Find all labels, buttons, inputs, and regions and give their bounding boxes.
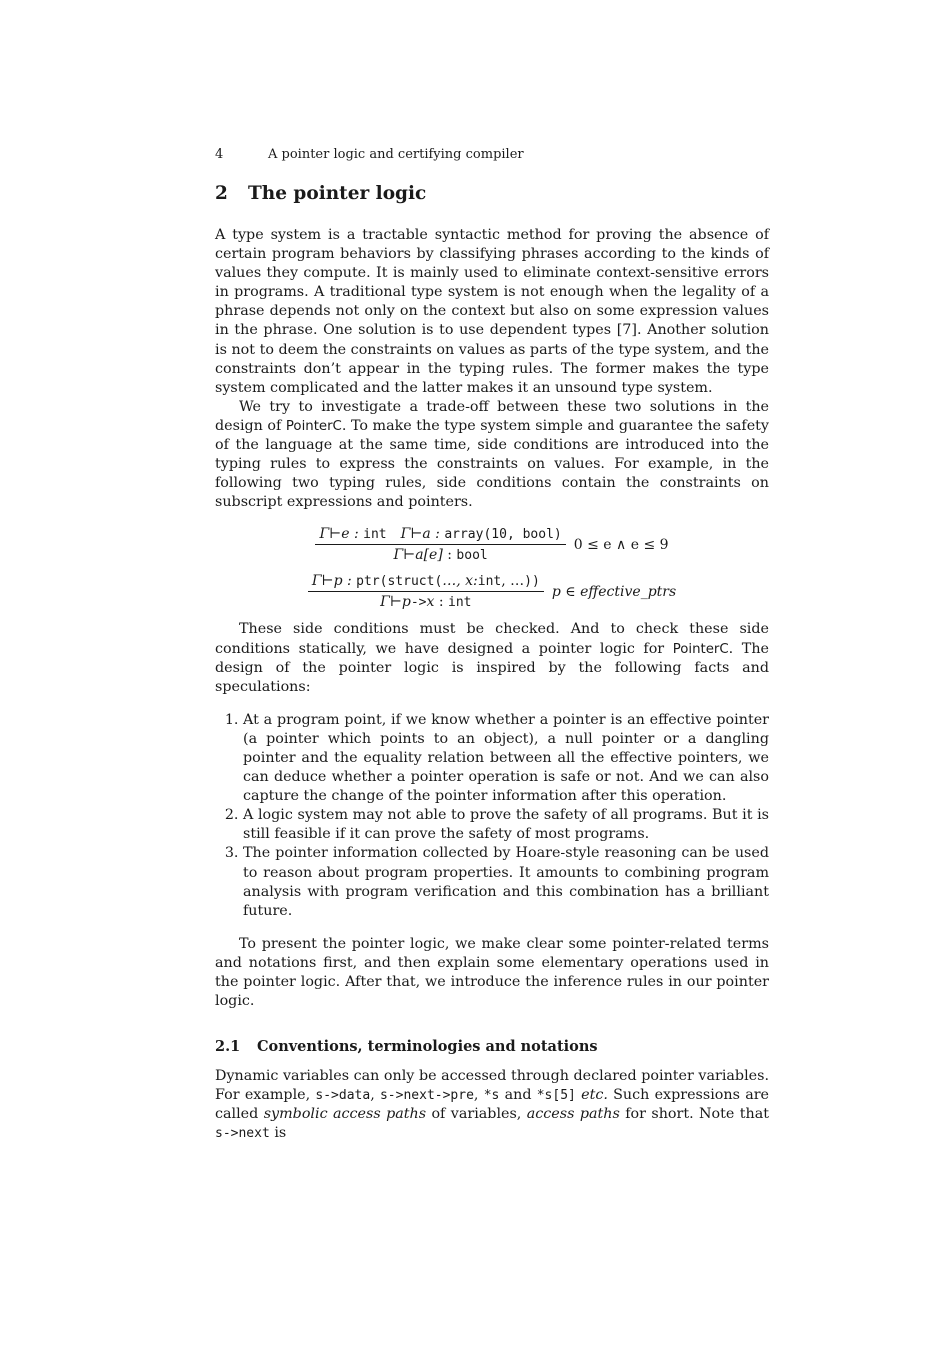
list-item: 2. A logic system may not able to prove the safety of all programs. But it is still feasible if it can prove the safety of most programs. [243, 806, 769, 844]
paragraph-type-system: A type system is a tractable syntactic method for proving the absence of certain program behaviors by classifying phrases according to the kinds of values they compute. It is mainly used to eliminate context-sensitive errors in programs. A traditional type system is not enough when the legality of a phrase depends not only on the context but also on some expression values in the phrase. One solution is to use dependent types [7]. Another solution is not to deem the constraints on values as parts of the type system, and the constraints don’t appear in the typing rules. The former makes the type system complicated and the latter makes it an unsound type system. [215, 227, 769, 396]
language-name: PointerC [672, 641, 729, 657]
paragraph-side-conditions [215, 620, 769, 696]
premise-field: …, x: [442, 573, 478, 590]
paragraph-text: for short. Note that [619, 1106, 769, 1123]
paragraph-access-paths [215, 1067, 769, 1143]
paragraph-trade-off [215, 398, 769, 513]
conclusion-colon: : [434, 594, 449, 611]
side-condition [552, 584, 676, 600]
conclusion-arrow: -> [410, 595, 427, 611]
conclusion-context: Γ⊢a [393, 547, 424, 564]
conclusion-type: int [448, 595, 472, 611]
paragraph-overview: To present the pointer logic, we make clear some pointer-related terms and notations first, and then explain some elementary operations used in the pointer logic. After that, we introduce the inference rules in our pointer logic. [215, 935, 769, 1010]
paragraph-text: . The design of the pointer logic is inspired by the following facts and speculations: [215, 640, 769, 695]
paragraph-text: Dynamic variables can only be accessed through declared pointer variables. For example, [215, 1068, 769, 1104]
code-term: *s [483, 1088, 500, 1104]
running-title: A pointer logic and certifying compiler [268, 147, 524, 162]
premise-ellipsis: , … [501, 573, 525, 590]
rule-conclusion [389, 545, 491, 563]
rule-fraction [315, 526, 565, 563]
premise-type: int [363, 527, 387, 543]
conclusion-subscript: [e] [423, 547, 443, 564]
code-term: s->next->pre [379, 1088, 474, 1104]
premise-type: array(10, bool) [444, 527, 562, 543]
conclusion-colon: : [442, 547, 457, 564]
paragraph-text: Such expressions are called [215, 1087, 770, 1123]
conclusion-field: x [426, 594, 435, 611]
subsection-number: 2.1 [215, 1038, 241, 1056]
rule-premises [315, 526, 565, 544]
page-number: 4 [215, 147, 224, 162]
list-item: 3. The pointer information collected by Hoare-style reasoning can be used to reason about program properties. It amounts to combining program analysis with program verification and this combination has a brilliant future. [243, 844, 769, 920]
premise-close: )) [524, 574, 540, 590]
separator: and [499, 1087, 537, 1104]
side-condition-set: effective_ptrs [580, 583, 677, 600]
code-term: *s[5] [536, 1088, 576, 1104]
conclusion-type: bool [456, 548, 488, 564]
side-condition: 0 ≤ e ∧ e ≤ 9 [573, 536, 669, 553]
rule-conclusion [376, 592, 475, 610]
premise-type: ptr(struct( [356, 574, 443, 590]
language-name: PointerC [285, 418, 342, 434]
code-term: s->next [215, 1126, 270, 1142]
etc-text: etc. [581, 1087, 608, 1104]
subsection-title: Conventions, terminologies and notations [257, 1038, 598, 1056]
paragraph-text: These side conditions must be checked. And to check these side conditions statically, we have designed a pointer logic for [215, 621, 769, 657]
defined-term: access paths [526, 1106, 620, 1123]
premise-context: Γ⊢p : [311, 573, 357, 590]
defined-term: symbolic access paths [263, 1106, 427, 1123]
rule-fraction [308, 573, 544, 610]
typing-rule-field-access [215, 573, 769, 610]
side-condition-var: p ∈ [551, 583, 581, 600]
paragraph-text: We try to investigate a trade-off between these two solutions in the design of [215, 398, 769, 434]
premise-context: Γ⊢e : [319, 526, 364, 543]
paragraph-text: . To make the type system simple and guarantee the safety of the language at the same time, side conditions are introduced into the typing rules to express the constraints on values. For example, in the following two typing rules, side conditions contain the constraints on subscript expressions and pointers. [215, 417, 770, 511]
section-title: The pointer logic [248, 183, 427, 204]
conclusion-context: Γ⊢p [380, 594, 411, 611]
code-term: s->data [315, 1088, 371, 1104]
paragraph-text: of variables, [426, 1106, 527, 1123]
separator: , [370, 1087, 380, 1104]
section-number: 2 [215, 183, 228, 204]
running-head [215, 146, 769, 164]
facts-list [215, 711, 769, 921]
typing-rule-array-subscript [215, 526, 769, 563]
separator: , [473, 1087, 484, 1104]
section-heading [215, 182, 769, 206]
page-body [215, 146, 769, 1144]
typing-rules [215, 526, 769, 610]
paragraph-text: is [269, 1125, 287, 1142]
rule-premises [308, 573, 544, 591]
subsection-heading [215, 1037, 769, 1057]
list-item: 1. At a program point, if we know whether a pointer is an effective pointer (a pointer which points to an object), a null pointer or a dangling pointer and the equality relation between all the effective pointers, we can deduce whether a pointer operation is safe or not. And we can also capture the change of the pointer information after this operation. [243, 711, 769, 806]
premise-context: Γ⊢a : [400, 526, 445, 543]
premise-field-type: int [477, 574, 502, 590]
